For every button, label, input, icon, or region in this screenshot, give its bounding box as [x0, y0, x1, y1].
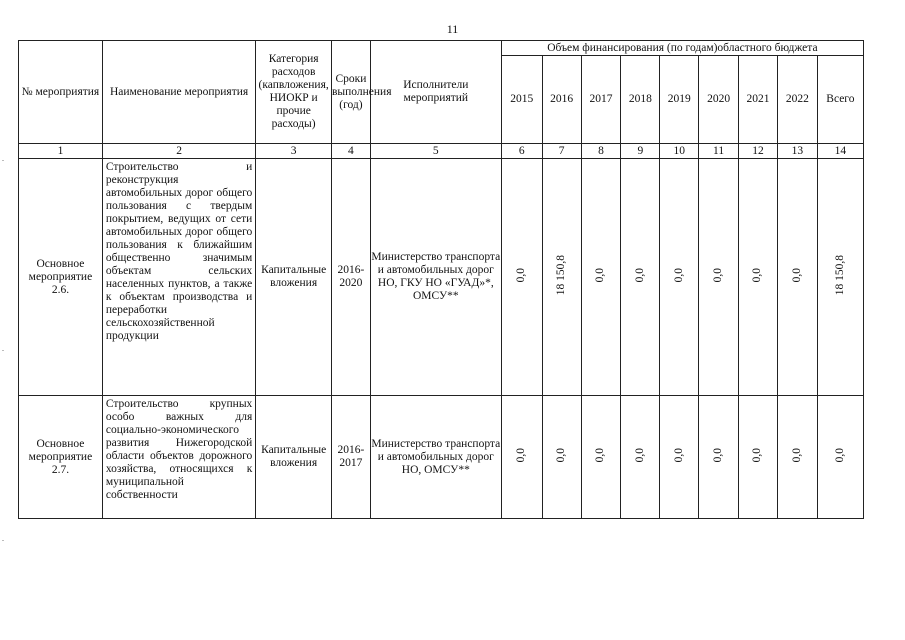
funding-value-text: 0,0 [515, 267, 528, 283]
funding-value-text: 0,0 [751, 267, 764, 283]
header-year: 2015 [501, 56, 542, 144]
funding-value [581, 396, 621, 519]
funding-value [581, 159, 621, 396]
header-total: Всего [817, 56, 863, 144]
expense-category: Капитальные вложения [256, 159, 332, 396]
funding-value [739, 159, 778, 396]
executors: Министерство транспорта и автомобильных дорог НО, ОМСУ** [370, 396, 501, 519]
header-number: № мероприятия [19, 41, 103, 144]
funding-value-text: 0,0 [672, 447, 685, 463]
funding-value-text: 0,0 [555, 447, 568, 463]
header-name: Наименование мероприятия [102, 41, 255, 144]
funding-value-text: 0,0 [515, 447, 528, 463]
funding-value [777, 159, 817, 396]
funding-total [817, 159, 863, 396]
header-category: Категория расходов (капвложения, НИОКР и прочие расходы) [256, 41, 332, 144]
funding-value [699, 159, 739, 396]
funding-value-text: 0,0 [712, 267, 725, 283]
scan-artifact [2, 540, 4, 541]
expense-category: Капитальные вложения [256, 396, 332, 519]
column-index: 7 [542, 144, 581, 159]
funding-total-text: 0,0 [833, 447, 846, 463]
column-index: 10 [660, 144, 699, 159]
funding-value-text: 0,0 [672, 267, 685, 283]
header-year: 2016 [542, 56, 581, 144]
column-index: 4 [331, 144, 370, 159]
funding-value [660, 159, 699, 396]
funding-table [18, 40, 864, 519]
funding-value-text: 0,0 [790, 447, 803, 463]
activity-number: Основное мероприятие 2.6. [19, 159, 103, 396]
scan-artifact [2, 160, 4, 161]
header-year: 2022 [777, 56, 817, 144]
executors: Министерство транспорта и автомобильных дорог НО, ГКУ НО «ГУАД»*, ОМСУ** [370, 159, 501, 396]
header-executors: Исполнители мероприятий [370, 41, 501, 144]
column-index: 5 [370, 144, 501, 159]
column-index: 1 [19, 144, 103, 159]
funding-value-text: 0,0 [594, 267, 607, 283]
funding-value [542, 396, 581, 519]
funding-value [660, 396, 699, 519]
funding-value [501, 396, 542, 519]
activity-name: Строительство и реконструкция автомобильных дорог общего пользования с твердым покрытием, ведущих от сети автомобильных дорог общего пользования к ближайшим общественно значимым объектам сельских населенных пунктов, а также к объектам производства и переработки сельскохозяйственной продукции [102, 159, 255, 396]
funding-value [699, 396, 739, 519]
header-year: 2018 [621, 56, 660, 144]
scan-artifact [2, 350, 4, 351]
column-index: 9 [621, 144, 660, 159]
funding-value-text: 0,0 [751, 447, 764, 463]
funding-value [777, 396, 817, 519]
column-index: 3 [256, 144, 332, 159]
column-index: 12 [739, 144, 778, 159]
column-index: 13 [777, 144, 817, 159]
table-row [19, 396, 864, 519]
header-year: 2021 [739, 56, 778, 144]
funding-value [739, 396, 778, 519]
activity-name: Строительство крупных особо важных для социально-экономического развития Нижегородской области объектов дорожного хозяйства, относящихся к муниципальной собственности [102, 396, 255, 519]
funding-value-text: 0,0 [633, 267, 646, 283]
execution-terms: 2016-2020 [331, 159, 370, 396]
execution-terms: 2016-2017 [331, 396, 370, 519]
header-year: 2017 [581, 56, 621, 144]
funding-value-text: 0,0 [712, 447, 725, 463]
header-terms: Сроки выполнения (год) [331, 41, 370, 144]
funding-total-text: 18 150,8 [833, 254, 846, 296]
funding-value-text: 0,0 [594, 447, 607, 463]
column-index: 8 [581, 144, 621, 159]
header-year: 2020 [699, 56, 739, 144]
funding-value-text: 0,0 [633, 447, 646, 463]
column-index: 11 [699, 144, 739, 159]
funding-value [501, 159, 542, 396]
activity-number: Основное мероприятие 2.7. [19, 396, 103, 519]
column-index: 2 [102, 144, 255, 159]
funding-value-text: 18 150,8 [555, 254, 568, 296]
column-index-row [19, 144, 864, 159]
column-index: 14 [817, 144, 863, 159]
header-year: 2019 [660, 56, 699, 144]
funding-total [817, 396, 863, 519]
column-index: 6 [501, 144, 542, 159]
header-funding-group: Объем финансирования (по годам)областного бюджета [501, 41, 863, 56]
funding-value [621, 396, 660, 519]
funding-value [621, 159, 660, 396]
funding-value-text: 0,0 [790, 267, 803, 283]
page-number: 11 [446, 22, 459, 36]
funding-value [542, 159, 581, 396]
table-row [19, 159, 864, 396]
